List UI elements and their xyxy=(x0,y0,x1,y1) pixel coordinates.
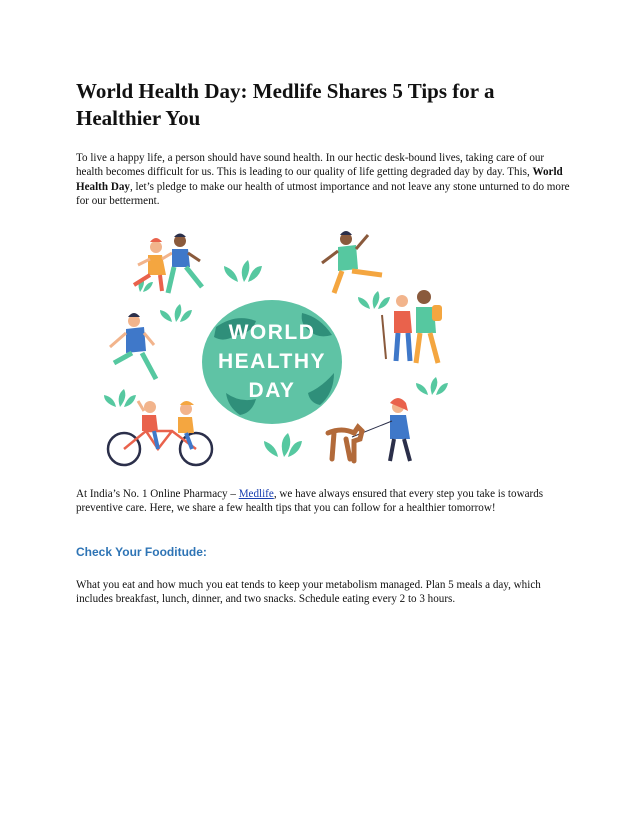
pharmacy-text-start: At India’s No. 1 Online Pharmacy – xyxy=(76,488,239,500)
running-couple-icon xyxy=(134,234,202,294)
leaf-icon xyxy=(416,377,448,395)
hikers-icon xyxy=(382,290,442,363)
bicycle-icon xyxy=(108,401,212,465)
world-healthy-day-illustration xyxy=(76,217,470,475)
globe-word-1: WORLD xyxy=(228,321,316,344)
pharmacy-text-end: , we have always ensured that every step you take is towards preventive care. Here, we share a few health tips that you can follow for a healthier tomorrow! xyxy=(76,488,544,515)
leaf-icon xyxy=(104,389,136,407)
leaf-icon xyxy=(160,304,192,322)
dog-walker-icon xyxy=(328,398,410,461)
intro-text-end: , let’s pledge to make our health of utmost importance and not leave any stone unturned to do more for our betterment. xyxy=(76,180,570,207)
leaf-icon xyxy=(224,260,262,282)
leaf-icon xyxy=(358,291,390,309)
globe-word-3: DAY xyxy=(248,379,296,402)
leaf-icon xyxy=(264,433,302,457)
section-heading: Check Your Fooditude: xyxy=(76,545,207,559)
section-body-paragraph: What you eat and how much you eat tends to keep your metabolism managed. Plan 5 meals a day, which includes breakfast, lunch, dinner, and two snacks. Schedule eating every 2 to 3 hours. xyxy=(76,579,541,606)
runner-icon xyxy=(110,313,156,379)
page-title: World Health Day: Medlife Shares 5 Tips for a Healthier You xyxy=(76,79,495,130)
pharmacy-paragraph xyxy=(76,487,572,516)
globe-icon xyxy=(202,300,342,424)
intro-bold-text: World Health Day xyxy=(76,166,563,193)
intro-paragraph xyxy=(76,151,572,208)
intro-text-start: To live a happy life, a person should have sound health. In our hectic desk-bound lives, taking care of our health becomes difficult for us. This is leading to our quality of life getting degraded day by day. This, xyxy=(76,152,545,179)
medlife-link[interactable]: Medlife xyxy=(238,488,274,500)
runner-icon xyxy=(322,231,382,293)
globe-word-2: HEALTHY xyxy=(217,350,327,373)
